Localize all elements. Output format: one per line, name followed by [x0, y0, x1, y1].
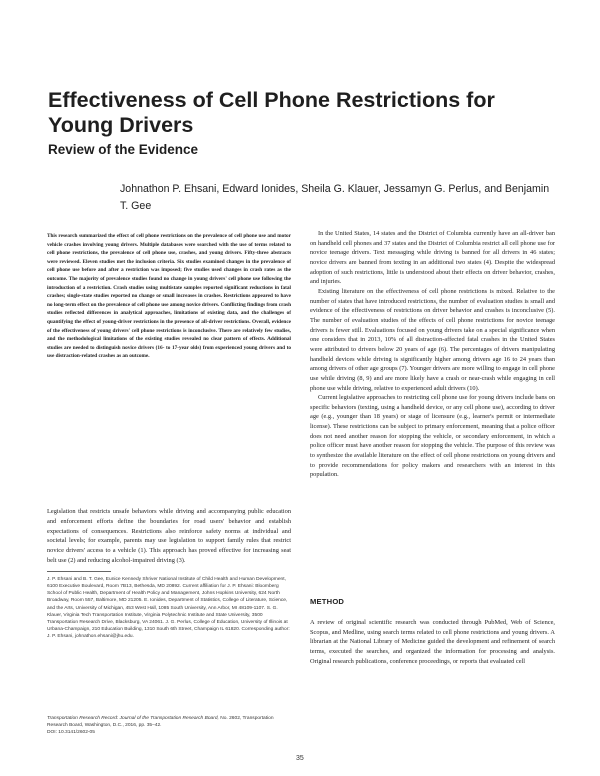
article-title: Effectiveness of Cell Phone Restrictions for Young Drivers: [48, 88, 495, 137]
author-list: Johnathon P. Ehsani, Edward Ionides, Sheila G. Klauer, Jessamyn G. Perlus, and Benjamin T. Gee: [120, 183, 550, 212]
citation-details: No. 2602, Transportation Research Board, Washington, D.C., 2016, pp. 35–42.: [47, 716, 274, 729]
method-heading: METHOD: [310, 597, 345, 606]
method-paragraph: A review of original scientific research was conducted through PubMed, Web of Science, Scopus, and Medline, using search terms related to cell phone restrictions and young drivers. A librarian at the National Library of Medicine guided the development and refinement of search terms, executed the searches, and organized the information for processing and analysis. Original research publications, conference proceedings, or reports that evaluated cell: [310, 619, 555, 665]
body-paragraph-3: Current legislative approaches to restricting cell phone use for young drivers include bans on specific behaviors (texting, using a handheld device, or any cell phone use), according to driver age (e.g., younger than 18 years) or stage of licensure (e.g., learner's permit or intermediate license). These restrictions can be subject to primary enforcement, meaning that a police officer does not need another reason for stopping the vehicle, or secondary enforcement, in which a police officer must have another reason for stopping the vehicle. The purpose of this review was to synthesize the available literature on the effect of cell phone restrictions on young drivers and to provide recommendations for policy makers and researchers with an interest in this population.: [310, 394, 555, 479]
journal-citation: [47, 715, 291, 736]
footnote-divider: [47, 571, 111, 572]
body-paragraph-1: In the United States, 14 states and the District of Columbia currently have an all-driver ban on handheld cell phones and 37 states and the District of Columbia restrict all cell phone use for novice teenage drivers. Text messaging while driving is banned for all drivers in 46 states; novice drivers are banned from texting in an additional two states (4). Despite the widespread adoption of such restrictions, little is understood about their effects on driver behavior, crashes, and injuries.: [310, 230, 555, 286]
article-subtitle: Review of the Evidence: [48, 142, 199, 157]
body-paragraph-2: Existing literature on the effectiveness of cell phone restrictions is mixed. Relative to the number of states that have introduced restrictions, the number of evaluation studies is small and evidence of the effectiveness of restrictions on driver behavior and crashes is inconclusive (5). The number of evaluation studies of the effects of cell phone restrictions for novice teenage drivers is fewer still. Evaluations focused on young drivers take on a special significance when one considers that in 2013, 10% of all distraction-affected fatal crashes in the United States were attributed to drivers below 20 years of age (6). The percentages of drivers manipulating handheld devices while driving is significantly higher among drivers age 16 to 24 years than among drivers of other age groups (7). Younger drivers are more willing to engage in cell phone use while driving (8, 9) and are more likely have a crash or near-crash while engaging in cell phone use while driving, relative to experienced adult drivers (10).: [310, 287, 555, 392]
author-affiliations-footnote: J. P. Ehsani and B. T. Gee, Eunice Kennedy Shriver National Institute of Child Health and Human Development, 6100 Executive Boulevard, Room 7B13, Bethesda, MD 20892. Current affiliation for J. P. Ehsani: Bloomberg School of Public Health, Department of Health Policy and Management, Johns Hopkins University, 624 North Broadway, Room 557, Baltimore, MD 21205. E. Ionides, Department of Statistics, College of Literature, Science, and the Arts, University of Michigan, 453 West Hall, 1085 South University, Ann Arbor, MI 48109-1107. S. G. Klauer, Virginia Tech Transportation Institute, Virginia Polytechnic Institute and State University, 3500 Transportation Research Drive, Blacksburg, VA 24061. J. G. Perlus, College of Education, University of Illinois at Urbana-Champaign, 210 Education Building, 1310 South 6th Street, Champaign IL 61820. Corresponding author: J. P. Ehsani, johnathon.ehsani@jhu.edu.: [47, 577, 290, 640]
right-column-body: [310, 229, 555, 480]
journal-name: Transportation Research Record: Journal of the Transportation Research Board,: [47, 716, 219, 721]
abstract: This research summarized the effect of cell phone restrictions on the prevalence of cell phone use and motor vehicle crashes involving young drivers. Multiple databases were searched with the use of terms related to cell phone restrictions, the prevalence of cell phone use, crashes, and young drivers. Fifty-three abstracts were reviewed. Eleven studies met the inclusion criteria. Six studies examined changes in the prevalence of cell phone use before and after a restriction was imposed; five studies used changes in crash rates as the outcome. The majority of prevalence studies found no change in young drivers' cell phone use following the introduction of a restriction. Crash studies using multistate samples reported significant reductions in fatal crashes; single-state studies reported no change or small increases in crashes. Restrictions appeared to have no long-term effect on the prevalence of cell phone use among novice drivers. Conflicting findings from crash studies reflected differences in analytical approaches, limitations of existing data, and the challenges of quantifying the effect of young-driver restrictions in the presence of all-driver restrictions. Overall, evidence of the effectiveness of young drivers' cell phone restrictions is inconclusive. There are relatively few studies, and the methodological limitations of the existing studies revealed no clear pattern of effects. Additional studies are needed to distinguish novice drivers (16- to 17-year olds) from experienced young drivers and to use distraction-related crashes as an outcome.: [47, 233, 291, 360]
page-number: 35: [296, 755, 304, 762]
citation-doi: DOI: 10.3141/2602-05: [47, 730, 95, 736]
intro-paragraph-left: Legislation that restricts unsafe behaviors while driving and accompanying public education and enforcement efforts define the boundaries for road users' behavior and establish expectations of consequences. Restrictions also reinforce safety norms at individual and societal levels; for example, parents may use legislation to support family rules that restrict novice drivers' access to a vehicle (1). This approach has proved effective for increasing seat belt use (2) and reducing alcohol-impaired driving (3).: [47, 508, 291, 564]
